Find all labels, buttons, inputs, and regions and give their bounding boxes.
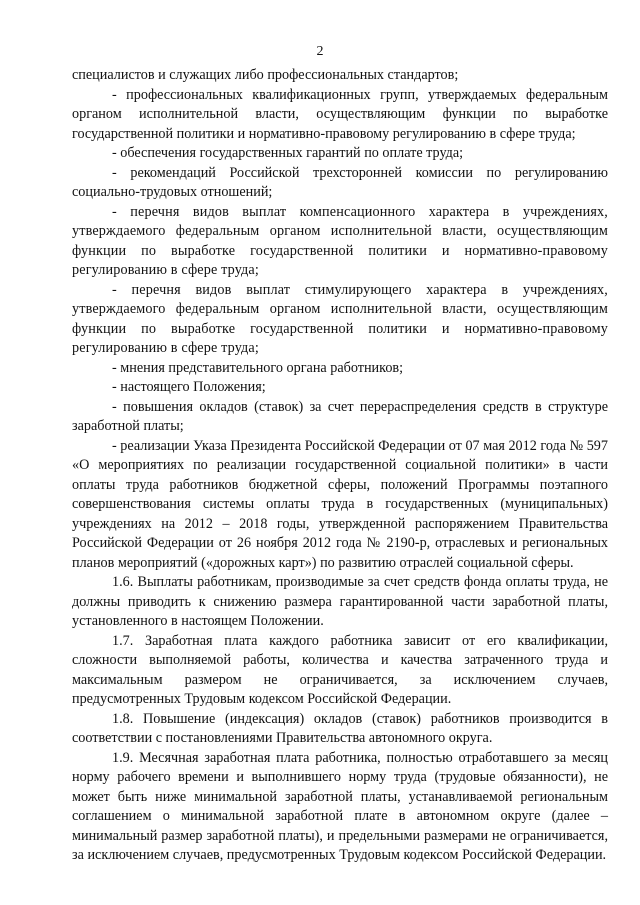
- clause-1-8: 1.8. Повышение (индексация) окладов (ставок) работников производится в соответствии с постановлениями Правительства автономного округа.: [72, 710, 608, 746]
- document-body: [72, 66, 608, 866]
- clause-1-6: 1.6. Выплаты работникам, производимые за счет средств фонда оплаты труда, не должны приводить к снижению размера гарантированной части заработной платы, установленного в настоящем Положении.: [72, 574, 608, 629]
- list-item-compensation-payments: - перечня видов выплат компенсационного характера в учреждениях, утверждаемого федеральным органом исполнительной власти, осуществляющим функции по выработке государственной политики и нормативно-правовому регулированию в сфере труда;: [72, 203, 608, 278]
- paragraph-continuation: специалистов и служащих либо профессиональных стандартов;: [72, 67, 459, 83]
- list-item-employee-body-opinion: - мнения представительного органа работников;: [112, 359, 404, 376]
- page-number: 2: [316, 44, 324, 59]
- clause-1-7: 1.7. Заработная плата каждого работника зависит от его квалификации, сложности выполняемой работы, количества и качества затраченного труда и максимальным размером не ограничивается, за исключением случаев, предусмотренных Трудовым кодексом Российской Федерации.: [72, 632, 608, 707]
- list-item-professional-groups: - профессиональных квалификационных групп, утверждаемых федеральным органом исполнительной власти, осуществляющим функции по выработке государственной политики и нормативно-правовому регулированию в сфере труда;: [72, 86, 608, 142]
- clause-1-9: 1.9. Месячная заработная плата работника, полностью отработавшего за месяц норму рабочего времени и выполнившего норму труда (трудовые обязанности), не может быть ниже минимальной заработной платы, устанавливаемой региональным соглашением о минимальной заработной плате в автономном округе (далее – минимальный размер заработной платы), и предельными размерами не ограничивается, за исключением случаев, предусмотренных Трудовым кодексом Российской Федерации.: [72, 749, 608, 863]
- list-item-salary-increase: - повышения окладов (ставок) за счет перераспределения средств в структуре заработной платы;: [72, 398, 608, 434]
- list-item-this-regulation: - настоящего Положения;: [112, 379, 266, 395]
- list-item-presidential-decree: - реализации Указа Президента Российской Федерации от 07 мая 2012 года № 597 «О мероприятиях по реализации государственной социальной политики» в части оплаты труда работников бюджетной сферы, положений Программы поэтапного совершенствования системы оплаты труда в государственных (муниципальных) учреждениях на 2012 – 2018 годы, утвержденной распоряжением Правительства Российской Федерации от 26 ноября 2012 года № 2190-р, отраслевых и региональных планов мероприятий («дорожных карт») по развитию отраслей социальной сферы.: [72, 437, 608, 571]
- list-item-tripartite-commission: - рекомендаций Российской трехсторонней комиссии по регулированию социально-трудовых отношений;: [72, 164, 608, 200]
- list-item-state-guarantees: - обеспечения государственных гарантий по оплате труда;: [112, 145, 464, 161]
- list-item-incentive-payments: - перечня видов выплат стимулирующего характера в учреждениях, утверждаемого федеральным органом исполнительной власти, осуществляющим функции по выработке государственной политики и нормативно-правовому регулированию в сфере труда;: [72, 281, 608, 356]
